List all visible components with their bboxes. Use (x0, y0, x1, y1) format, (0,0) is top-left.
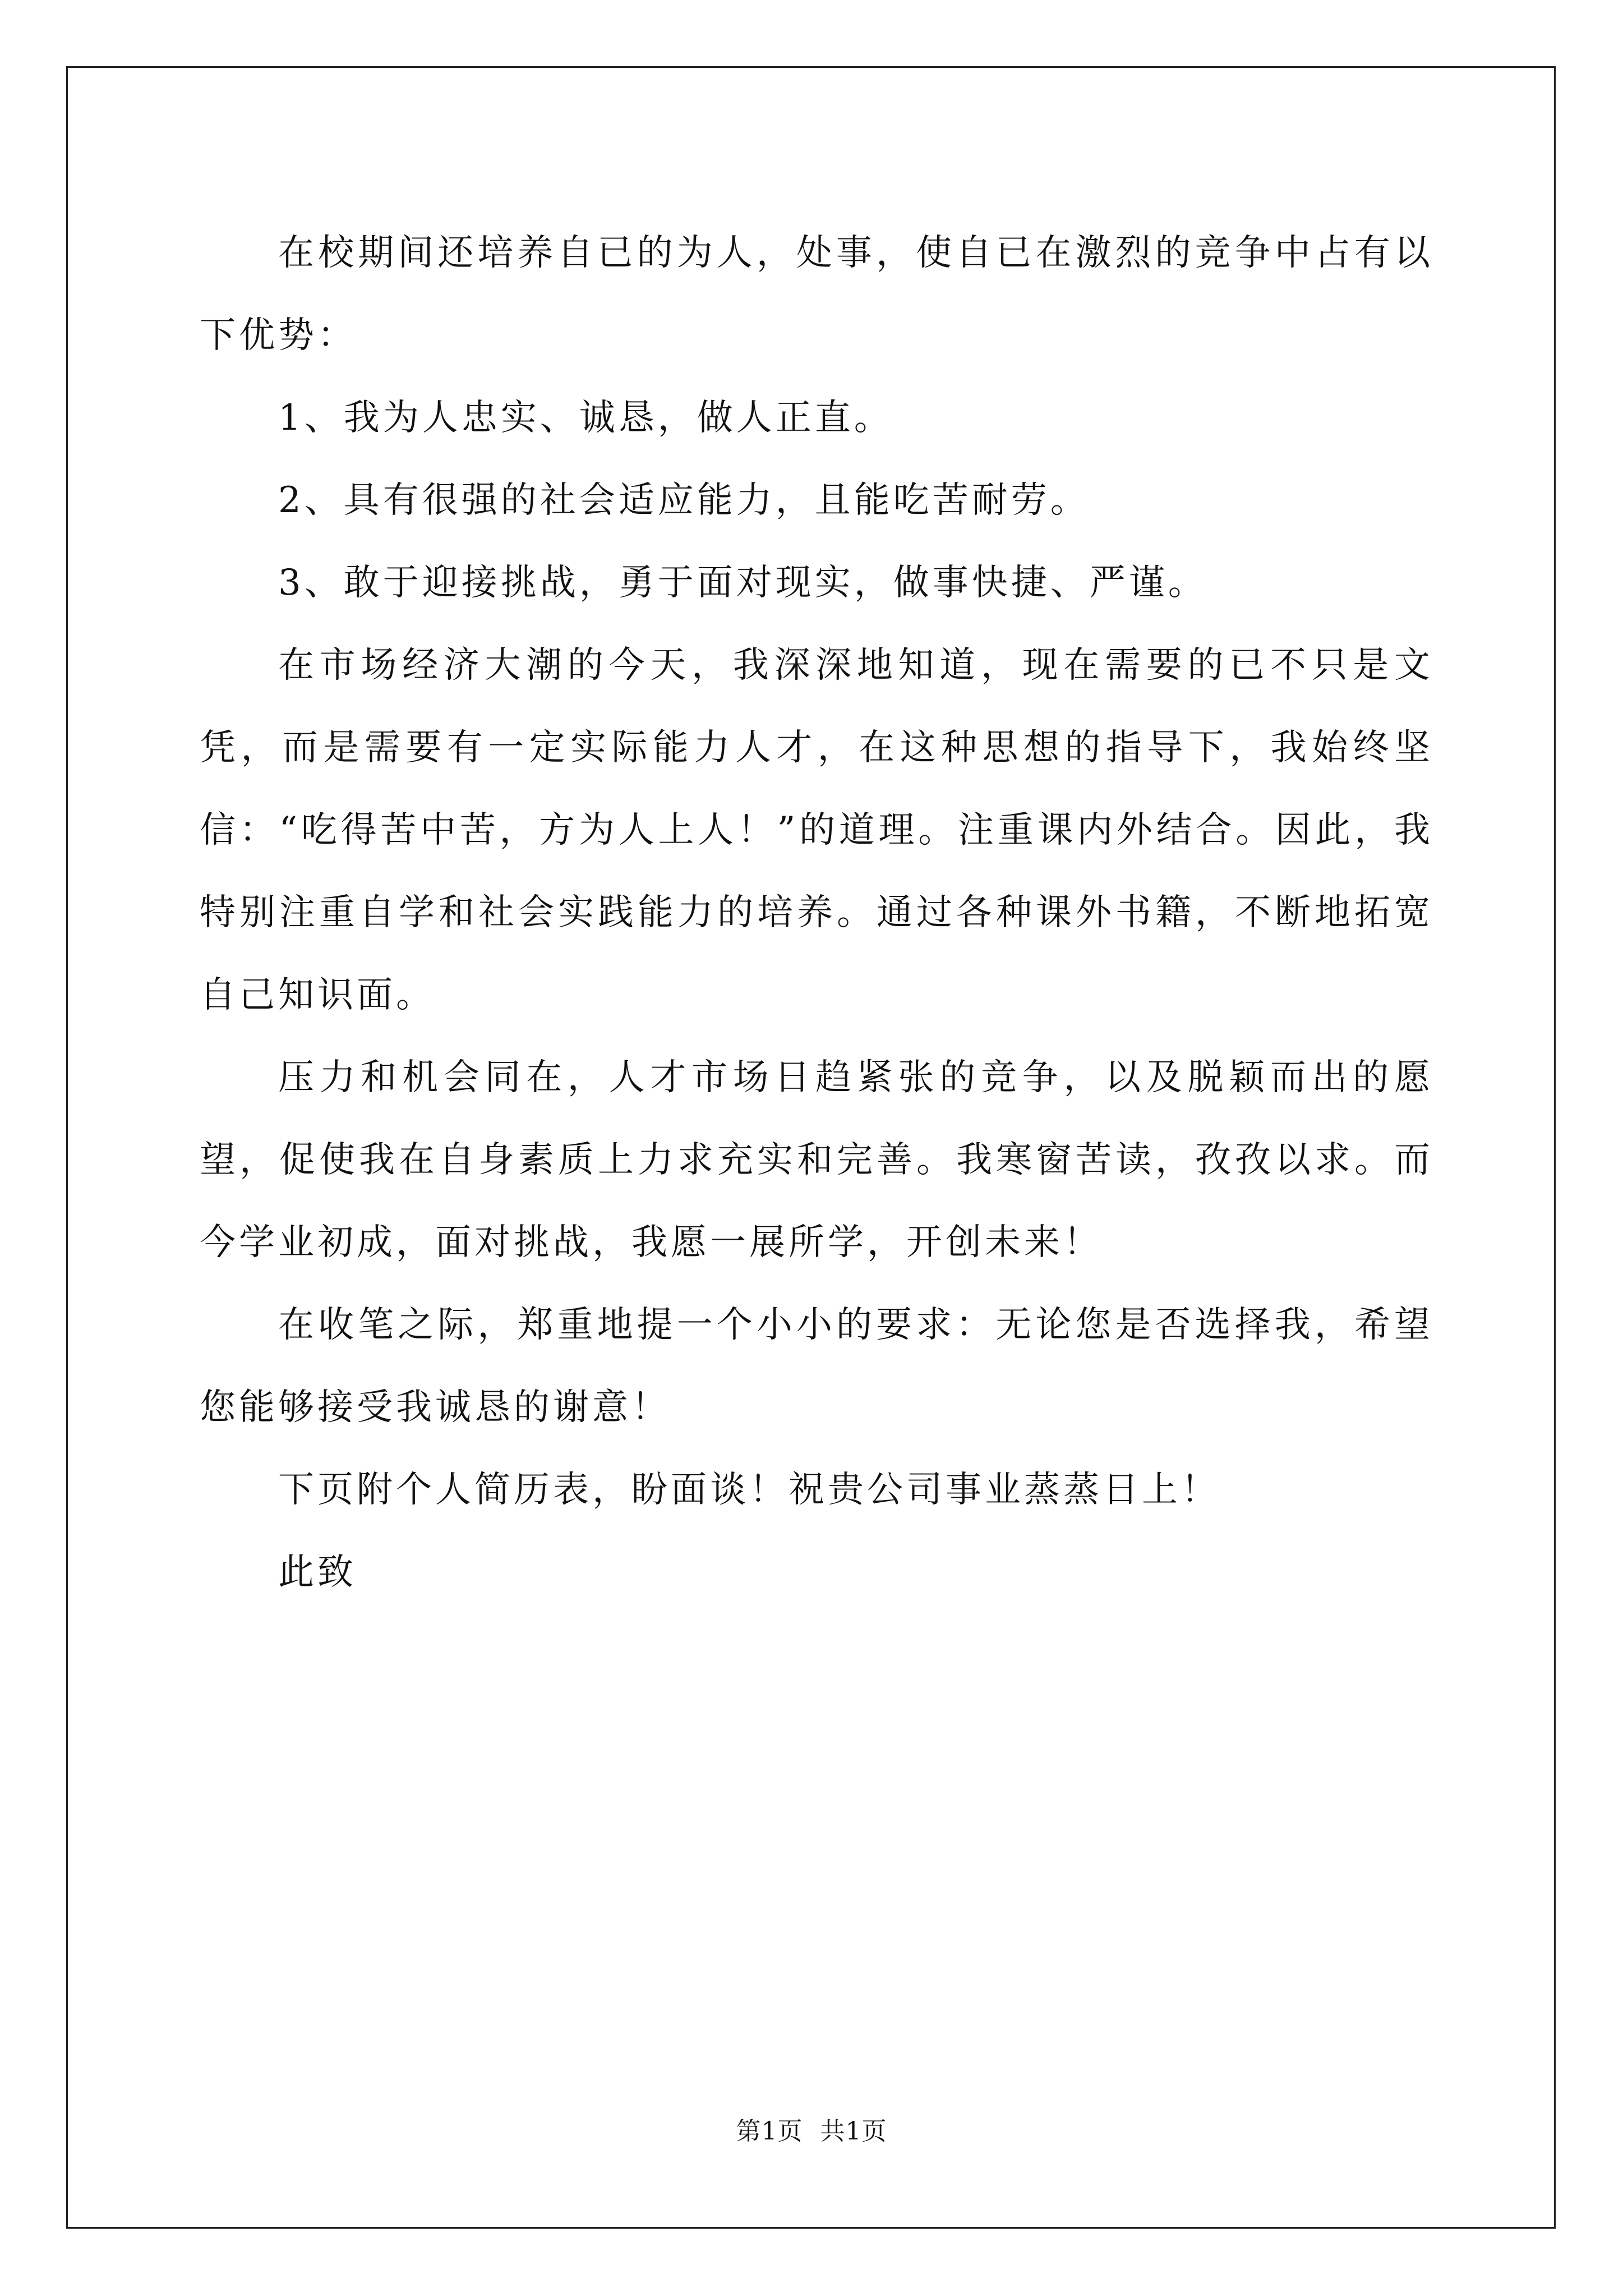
paragraph-item-3: 3、敢于迎接挑战，勇于面对现实，做事快捷、严谨。 (278, 562, 1207, 604)
document-body (200, 212, 1433, 1614)
page-number: 第1页 (736, 2117, 803, 2146)
paragraph-item-1: 1、我为人忠实、诚恳，做人正直。 (278, 397, 893, 439)
page-footer (0, 2115, 1623, 2148)
paragraph-item-2: 2、具有很强的社会适应能力，且能吃苦耐劳。 (278, 480, 1090, 521)
paragraph-advantages-intro: 在校期间还培养自已的为人，处事，使自已在激烈的竞争中占有以下优势： (200, 232, 1433, 356)
page-total: 共1页 (820, 2117, 887, 2146)
paragraph-pressure-opportunity: 压力和机会同在，人才市场日趋紧张的竞争，以及脱颖而出的愿望，促使我在自身素质上力求充实和完善。我寒窗苦读，孜孜以求。而今学业初成，面对挑战，我愿一展所学，开创未来！ (200, 1057, 1433, 1263)
paragraph-salutation: 此致 (278, 1552, 357, 1593)
paragraph-request: 在收笔之际，郑重地提一个小小的要求：无论您是否选择我，希望您能够接受我诚恳的谢意！ (200, 1304, 1433, 1428)
paragraph-resume-note: 下页附个人简历表，盼面谈！祝贵公司事业蒸蒸日上！ (278, 1469, 1220, 1511)
paragraph-market-economy: 在市场经济大潮的今天，我深深地知道，现在需要的已不只是文凭，而是需要有一定实际能力人才，在这种思想的指导下，我始终坚信：“吃得苦中苦，方为人上人！”的道理。注重课内外结合。因此，我特别注重自学和社会实践能力的培养。通过各种课外书籍，不断地拓宽自己知识面。 (200, 645, 1433, 1016)
